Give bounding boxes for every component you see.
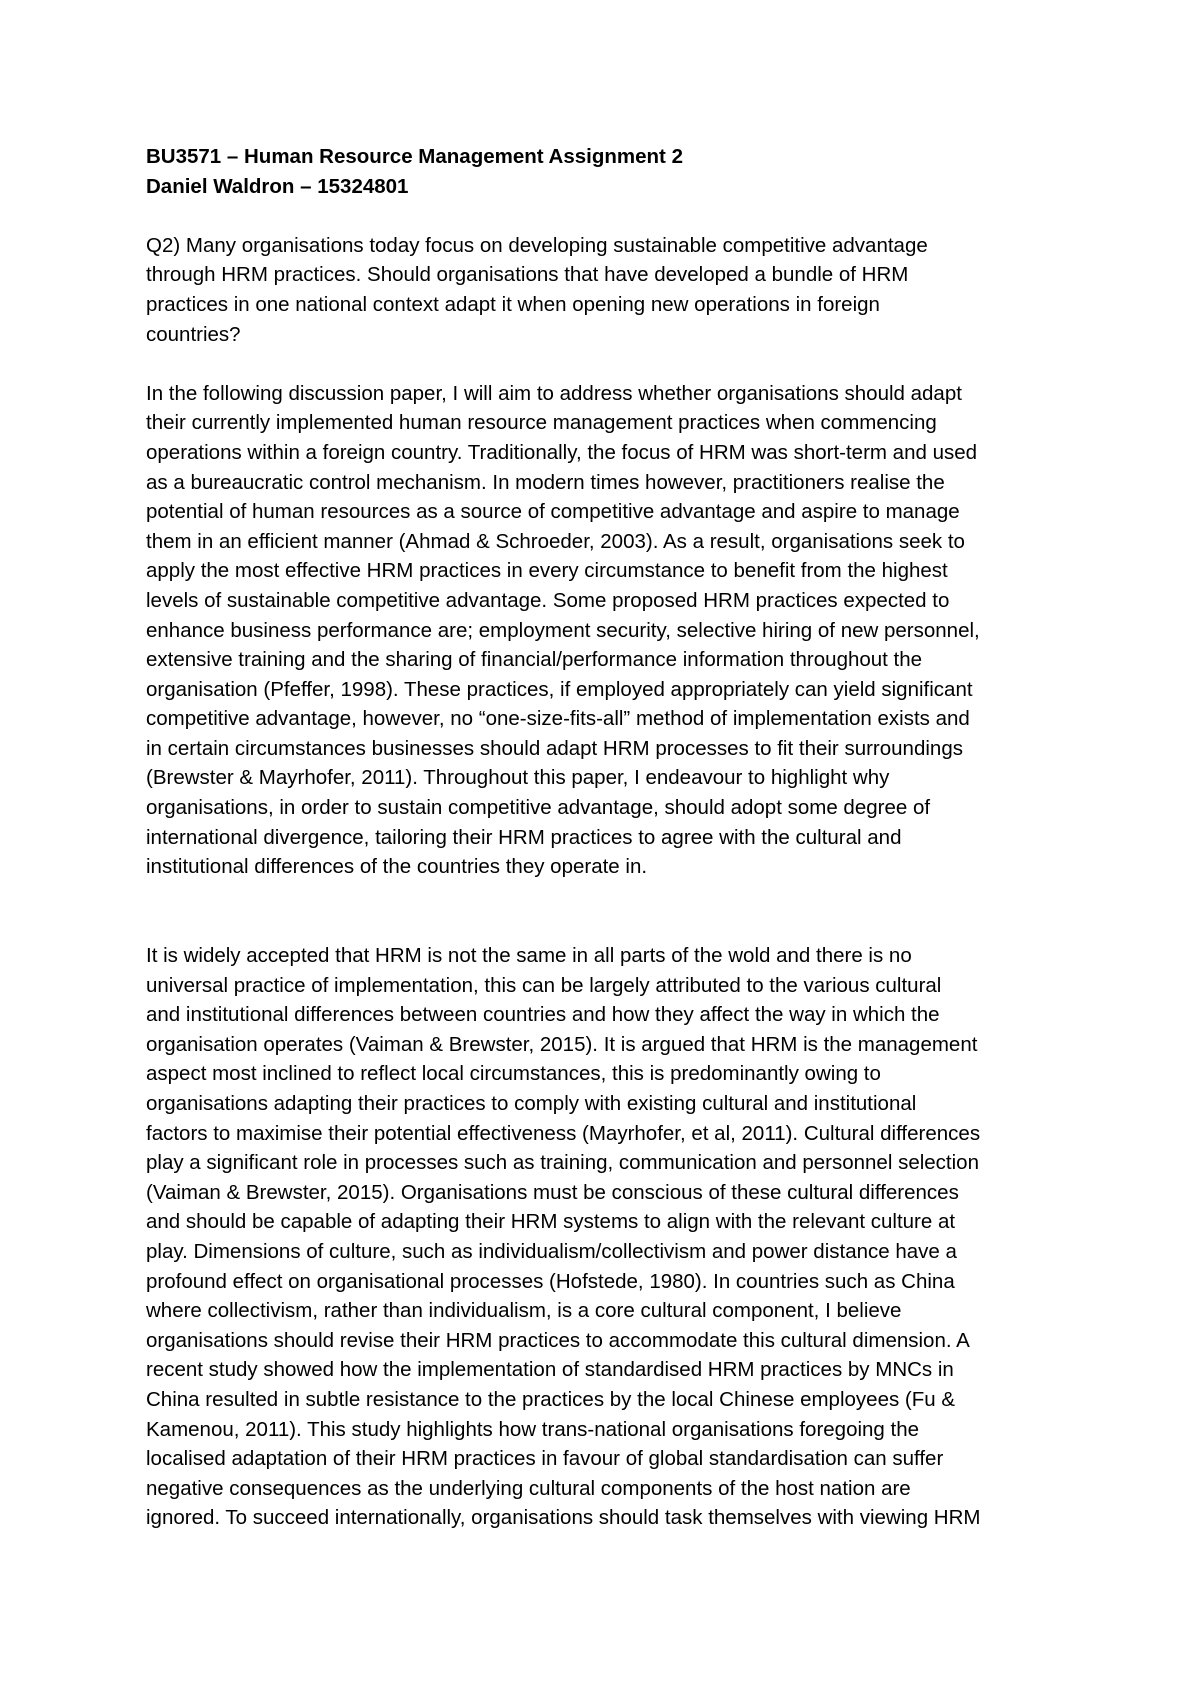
paragraph-line: institutional differences of the countries they operate in. [146, 855, 648, 879]
paragraph-line: organisation operates (Vaiman & Brewster, 2015). It is argued that HRM is the management [146, 1032, 978, 1056]
paragraph-line: operations within a foreign country. Traditionally, the focus of HRM was short-term and used [146, 440, 978, 464]
document-title: BU3571 – Human Resource Management Assignment 2 [146, 145, 683, 168]
paragraph-line: through HRM practices. Should organisations that have developed a bundle of HRM [146, 263, 909, 287]
paragraph-line: China resulted in subtle resistance to the practices by the local Chinese employees (Fu & [146, 1387, 956, 1411]
paragraph-line: organisations should revise their HRM practices to accommodate this cultural dimension. A [146, 1328, 970, 1352]
author-line: Daniel Waldron – 15324801 [146, 174, 409, 198]
paragraph-line: In the following discussion paper, I will aim to address whether organisations should adapt [146, 381, 962, 405]
paragraph-line: levels of sustainable competitive advantage. Some proposed HRM practices expected to [146, 588, 950, 612]
paragraph-line: play a significant role in processes such as training, communication and personnel selection [146, 1151, 979, 1175]
paragraph-line: international divergence, tailoring their HRM practices to agree with the cultural and [146, 825, 902, 849]
paragraph-line: organisations adapting their practices to comply with existing cultural and institutional [146, 1092, 917, 1115]
paragraph-line: Q2) Many organisations today focus on developing sustainable competitive advantage [146, 233, 928, 257]
paragraph-line: (Brewster & Mayrhofer, 2011). Throughout this paper, I endeavour to highlight why [146, 766, 890, 790]
paragraph-line: practices in one national context adapt it when opening new operations in foreign [146, 292, 880, 316]
intro-paragraph [146, 379, 1076, 882]
paragraph-line: countries? [146, 322, 241, 346]
paragraph-line: (Vaiman & Brewster, 2015). Organisations must be conscious of these cultural differences [146, 1180, 959, 1204]
paragraph-line: play. Dimensions of culture, such as individualism/collectivism and power distance have a [146, 1239, 957, 1263]
paragraph-line: aspect most inclined to reflect local circumstances, this is predominantly owing to [146, 1062, 881, 1086]
paragraph-line: negative consequences as the underlying cultural components of the host nation are [146, 1476, 911, 1500]
paragraph-line: organisations, in order to sustain competitive advantage, should adopt some degree of [146, 796, 931, 820]
paragraph-line: enhance business performance are; employment security, selective hiring of new personnel, [146, 618, 980, 642]
document-page [146, 142, 1076, 1533]
paragraph-line: Kamenou, 2011). This study highlights how trans-national organisations foregoing the [146, 1417, 920, 1441]
paragraph-line: recent study showed how the implementation of standardised HRM practices by MNCs in [146, 1358, 954, 1382]
paragraph-line: them in an efficient manner (Ahmad & Schroeder, 2003). As a result, organisations seek to [146, 529, 965, 553]
paragraph-line: competitive advantage, however, no “one-size-fits-all” method of implementation exists and [146, 707, 970, 731]
question-paragraph [146, 231, 1076, 349]
paragraph-line: their currently implemented human resource management practices when commencing [146, 411, 937, 435]
paragraph-line: organisation (Pfeffer, 1998). These practices, if employed appropriately can yield significant [146, 677, 973, 701]
body-paragraph [146, 941, 1076, 1533]
paragraph-line: It is widely accepted that HRM is not the same in all parts of the wold and there is no [146, 944, 912, 968]
paragraph-line: and should be capable of adapting their HRM systems to align with the relevant culture at [146, 1210, 956, 1234]
paragraph-line: potential of human resources as a source of competitive advantage and aspire to manage [146, 500, 960, 524]
paragraph-line: as a bureaucratic control mechanism. In modern times however, practitioners realise the [146, 470, 945, 494]
paragraph-line: factors to maximise their potential effectiveness (Mayrhofer, et al, 2011). Cultural differences [146, 1121, 981, 1145]
paragraph-line: localised adaptation of their HRM practices in favour of global standardisation can suffer [146, 1447, 944, 1471]
paragraph-line: where collectivism, rather than individualism, is a core cultural component, I believe [146, 1299, 902, 1323]
paragraph-line: and institutional differences between countries and how they affect the way in which the [146, 1003, 940, 1027]
paragraph-line: apply the most effective HRM practices in every circumstance to benefit from the highest [146, 559, 948, 583]
paragraph-line: universal practice of implementation, this can be largely attributed to the various cultural [146, 973, 942, 997]
paragraph-line: profound effect on organisational processes (Hofstede, 1980). In countries such as China [146, 1269, 955, 1293]
paragraph-line: in certain circumstances businesses should adapt HRM processes to fit their surroundings [146, 736, 963, 760]
paragraph-line: extensive training and the sharing of financial/performance information throughout the [146, 648, 923, 672]
paragraph-line: ignored. To succeed internationally, organisations should task themselves with viewing HRM [146, 1506, 981, 1530]
